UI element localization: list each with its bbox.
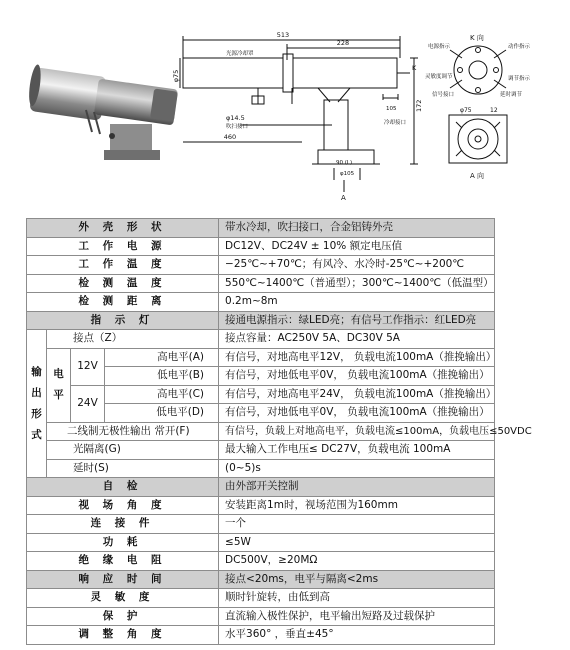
spec-value: DC500V，≥20MΩ [219, 552, 495, 571]
spec-row [27, 552, 495, 571]
k-legend-sensitivity: 灵敏度调节 [425, 74, 453, 80]
dim-front-length: 228 [336, 39, 350, 47]
dim-90: 90 (L) [336, 160, 353, 166]
spec-row [27, 496, 495, 515]
spec-label: 指 示 灯 [27, 311, 219, 330]
spec-row [27, 515, 495, 534]
output-level-b-label: 低电平(B) [105, 367, 219, 386]
spec-value: 接点<20ms，电平与隔离<2ms [219, 570, 495, 589]
dim-small-diameter: φ14.5 [226, 114, 245, 122]
spec-label: 检 测 距 离 [27, 293, 219, 312]
spec-label: 工 作 温 度 [27, 256, 219, 275]
spec-value: 一个 [219, 515, 495, 534]
side-view-drawing [180, 36, 418, 192]
product-photo [27, 64, 178, 160]
spec-row [27, 570, 495, 589]
spec-row [27, 219, 495, 238]
dim-water-port: 冷却接口 [384, 120, 407, 126]
spec-value: 水平360° ，垂直±45° [219, 626, 495, 645]
spec-label: 自 检 [27, 478, 219, 497]
spec-label: 响 应 时 间 [27, 570, 219, 589]
spec-label: 调 整 角 度 [27, 626, 219, 645]
output-level-a-label: 高电平(A) [105, 348, 219, 367]
spec-value: 接通电源指示：绿LED亮；有信号工作指示：红LED亮 [219, 311, 495, 330]
spec-value: 安装距离1m时，视场范围为160mm [219, 496, 495, 515]
a-view-drawing [449, 115, 507, 163]
spec-value: DC12V、DC24V ± 10% 额定电压值 [219, 237, 495, 256]
spec-row [27, 478, 495, 497]
output-form-label: 输出形式 [27, 330, 47, 478]
spec-label: 保 护 [27, 607, 219, 626]
output-contact-label: 接点（Z） [47, 330, 219, 349]
dim-105: 105 [386, 106, 397, 112]
output-level-b-value: 有信号，对地低电平0V， 负载电流100mA（推挽输出） [219, 367, 495, 386]
spec-label: 工 作 电 源 [27, 237, 219, 256]
output-delay-label: 延时(S) [47, 459, 219, 478]
spec-row [27, 533, 495, 552]
spec-table [26, 218, 532, 645]
output-level-c-value: 有信号，对地高电平24V， 负载电流100mA（推挽输出） [219, 385, 495, 404]
spec-value: 550℃~1400℃（普通型）；300℃~1400℃（低温型） [219, 274, 495, 293]
spec-row [27, 256, 495, 275]
spec-row [27, 274, 495, 293]
dim-diameter: φ75 [172, 69, 180, 83]
a-view-ring-12: 12 [490, 107, 498, 114]
output-two-wire-value: 有信号，负载上对地高电平，负载电流≤100mA，负载电压≤50VDC [219, 422, 495, 441]
dim-cooling-cover: 光源冷却罩 [226, 51, 254, 57]
output-24v-label: 24V [71, 385, 105, 422]
spec-row [27, 607, 495, 626]
output-level-label: 电平 [47, 348, 71, 422]
output-row-level [27, 385, 495, 404]
spec-value: −25℃~+70℃；有风冷、水冷时-25℃~+200℃ [219, 256, 495, 275]
spec-value: 0.2m~8m [219, 293, 495, 312]
k-view-label: K 向 [470, 34, 484, 42]
spec-row [27, 311, 495, 330]
output-level-a-value: 有信号，对地高电平12V， 负载电流100mA（推挽输出） [219, 348, 495, 367]
spec-label: 功 耗 [27, 533, 219, 552]
output-delay-value: (0~5)s [219, 459, 495, 478]
output-contact-value: 接点容量：AC250V 5A、DC30V 5A [219, 330, 495, 349]
k-view-drawing [450, 46, 506, 94]
spec-label: 连 接 件 [27, 515, 219, 534]
spec-label: 外 壳 形 状 [27, 219, 219, 238]
k-legend-power: 电源指示 [428, 44, 451, 50]
a-view-ring-dia: φ75 [460, 107, 472, 114]
dim-length-460: 460 [223, 133, 237, 141]
output-row-opto [27, 441, 495, 460]
k-legend-signal: 信号接口 [432, 92, 455, 98]
spec-row [27, 589, 495, 608]
k-legend-action: 动作指示 [508, 44, 531, 50]
product-drawing [0, 0, 570, 218]
spec-label: 视 场 角 度 [27, 496, 219, 515]
output-row-two-wire [27, 422, 495, 441]
dim-a-label: A [341, 194, 346, 202]
spec-value: 顺时针旋转，由低到高 [219, 589, 495, 608]
spec-value: 由外部开关控制 [219, 478, 495, 497]
output-12v-label: 12V [71, 348, 105, 385]
spec-row [27, 293, 495, 312]
spec-row [27, 237, 495, 256]
dim-air-purge: 吹扫接口 [226, 124, 249, 130]
output-row-level [27, 348, 495, 367]
spec-value: ≤5W [219, 533, 495, 552]
dim-dia-105: φ105 [340, 171, 355, 177]
k-legend-adjust: 调节指示 [508, 76, 531, 82]
spec-value: 直流输入极性保护，电平输出短路及过载保护 [219, 607, 495, 626]
dim-total-length: 513 [276, 31, 290, 39]
spec-label: 绝 缘 电 阻 [27, 552, 219, 571]
output-level-d-value: 有信号，对地低电平0V， 负载电流100mA（推挽输出） [219, 404, 495, 423]
spec-value: 带水冷却，吹扫接口，合金铝铸外壳 [219, 219, 495, 238]
output-opto-value: 最大输入工作电压≤ DC27V，负载电流 100mA [219, 441, 495, 460]
output-opto-label: 光隔离(G) [47, 441, 219, 460]
spec-row [27, 626, 495, 645]
output-two-wire-label: 二线制无极性输出 常开(F) [47, 422, 219, 441]
a-view-label: A 向 [470, 172, 485, 180]
dim-height: 172 [415, 99, 423, 112]
spec-label: 检 测 温 度 [27, 274, 219, 293]
output-level-d-label: 低电平(D) [105, 404, 219, 423]
dim-k-label: K [412, 64, 417, 72]
spec-label: 灵 敏 度 [27, 589, 219, 608]
output-row-delay [27, 459, 495, 478]
output-level-c-label: 高电平(C) [105, 385, 219, 404]
output-row-contact [27, 330, 495, 349]
k-legend-delay: 延时调节 [500, 92, 523, 98]
